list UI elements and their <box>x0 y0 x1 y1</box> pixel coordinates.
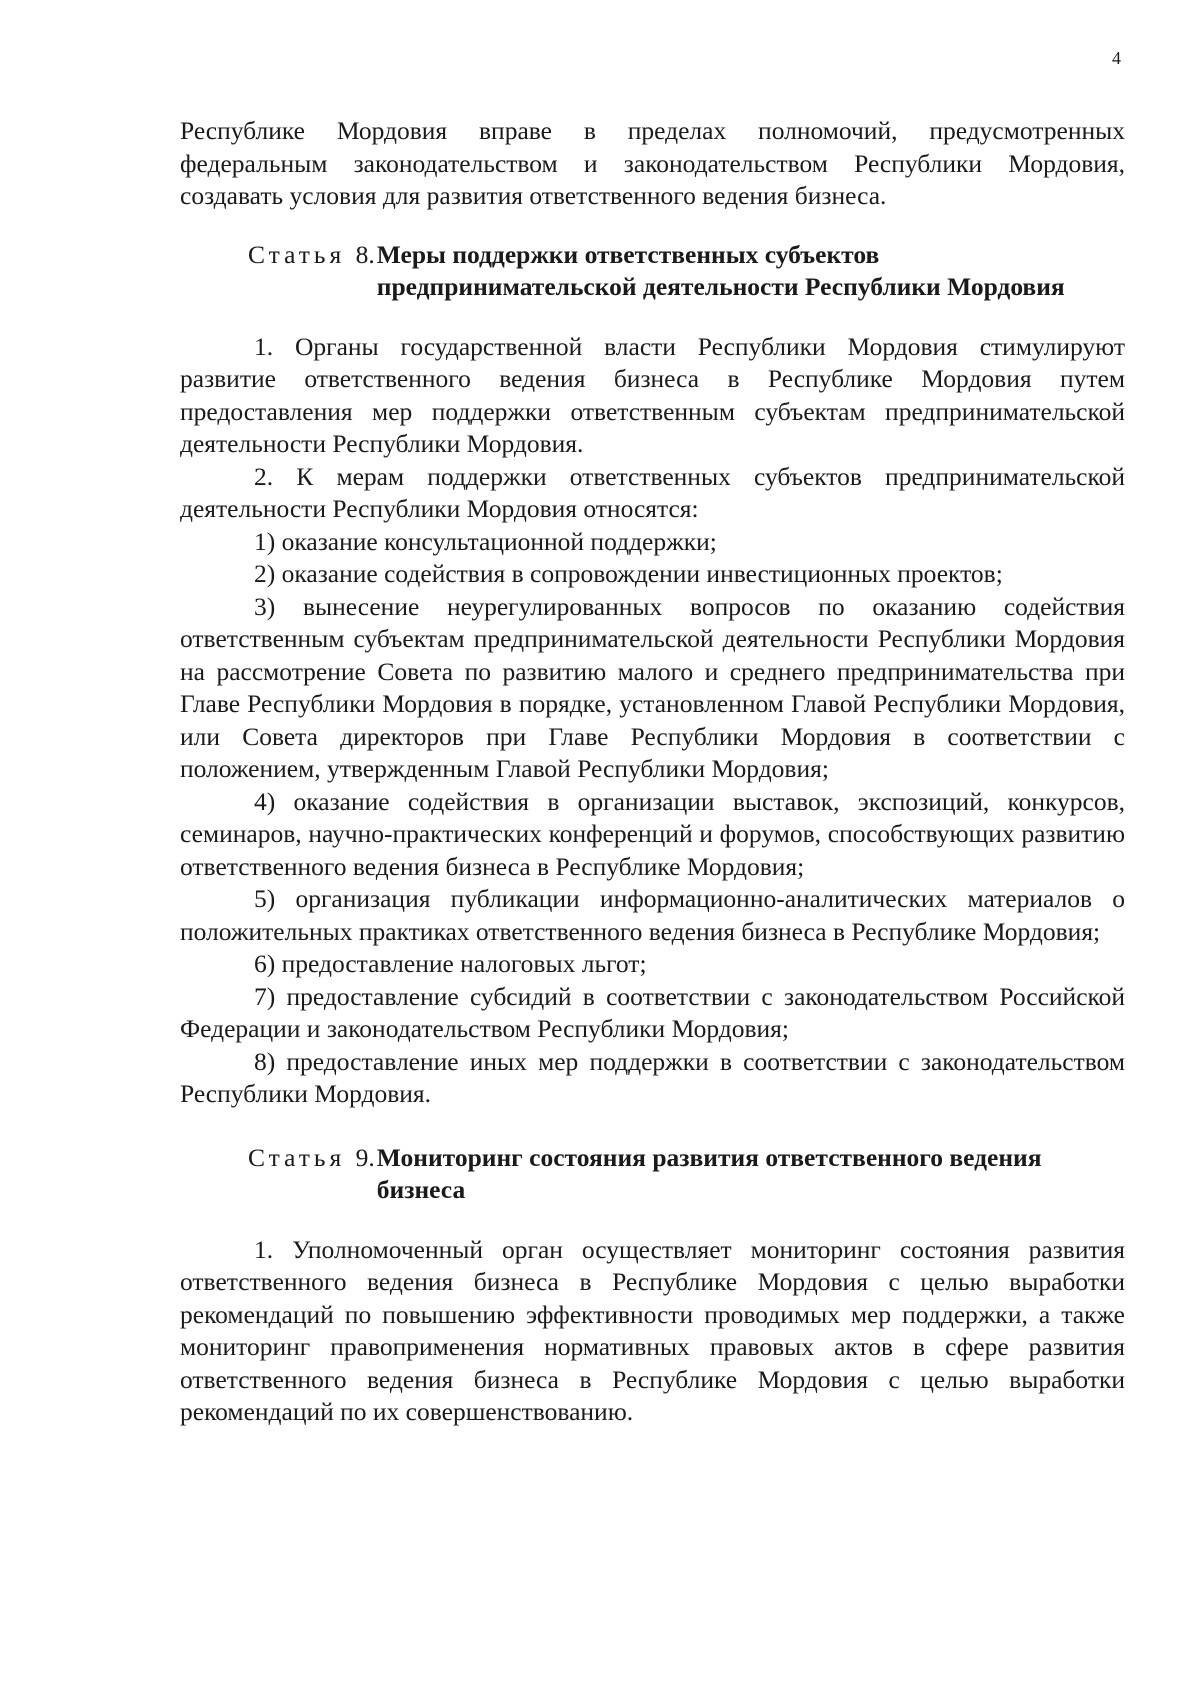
article-9-heading <box>248 1142 1125 1207</box>
article-8-list-item: 4) оказание содействия в организации выставок, экспозиций, конкурсов, семинаров, научно-практических конференций и форумов, способствующих развитию ответственного ведения бизнеса в Республике Мордовия; <box>180 786 1125 881</box>
article-8-label <box>248 239 377 304</box>
article-8-label-word: Статья <box>248 239 346 269</box>
article-8-list-item: 8) предоставление иных мер поддержки в соответствии с законодательством Республики Мордовия. <box>180 1046 1125 1108</box>
article-9-paragraph: 1. Уполномоченный орган осуществляет мониторинг состояния развития ответственного ведения бизнеса в Республике Мордовия с целью выработки рекомендаций по повышению эффективности проводимых мер поддержки, а также мониторинг правоприменения нормативных правовых актов в сфере развития ответственного ведения бизнеса в Республике Мордовия с целью выработки рекомендаций по их совершенствованию. <box>180 1234 1125 1426</box>
article-8-list-item: 1) оказание консультационной поддержки; <box>254 526 717 556</box>
article-8-paragraph: 1. Органы государственной власти Республики Мордовия стимулируют развитие ответственного ведения бизнеса в Республике Мордовия путем предоставления мер поддержки ответственным субъектам предпринимательской деятельности Республики Мордовия. <box>180 331 1125 458</box>
article-8-heading <box>248 239 1125 304</box>
article-8-list-item: 7) предоставление субсидий в соответствии с законодательством Российской Федерации и законодательством Республики Мордовия; <box>180 981 1125 1043</box>
article-8-label-number: 8. <box>355 239 375 269</box>
page-number: 4 <box>1112 48 1121 68</box>
article-8-list-item: 3) вынесение неурегулированных вопросов по оказанию содействия ответственным субъектам предпринимательской деятельности Республики Мордовия на рассмотрение Совета по развитию малого и среднего предпринимательства при Главе Республики Мордовия в порядке, установленном Главой Республики Мордовия, или Совета директоров при Главе Республики Мордовия в соответствии с положением, утвержденным Главой Республики Мордовия; <box>180 591 1125 783</box>
article-8-list-item: 5) организация публикации информационно-аналитических материалов о положительных практиках ответственного ведения бизнеса в Республике Мордовия; <box>180 884 1125 946</box>
article-8-list-item: 6) предоставление налоговых льгот; <box>254 949 647 978</box>
article-8-title: Меры поддержки ответственных субъектов предпринимательской деятельности Республики Мордовия <box>376 239 1065 301</box>
article-9-label <box>248 1142 377 1207</box>
article-8-paragraph: 2. К мерам поддержки ответственных субъектов предпринимательской деятельности Республики Мордовия относятся: <box>180 461 1125 523</box>
document-body <box>180 115 1125 1429</box>
article-9-label-word: Статья <box>248 1142 346 1172</box>
intro-paragraph: Республике Мордовия вправе в пределах полномочий, предусмотренных федеральным законодательством и законодательством Республики Мордовия, создавать условия для развития ответственного ведения бизнеса. <box>180 116 1125 210</box>
article-8-list-item: 2) оказание содействия в сопровождении инвестиционных проектов; <box>254 559 1003 588</box>
article-9-label-number: 9. <box>355 1142 375 1172</box>
article-9-title: Мониторинг состояния развития ответственного ведения бизнеса <box>376 1142 1042 1204</box>
